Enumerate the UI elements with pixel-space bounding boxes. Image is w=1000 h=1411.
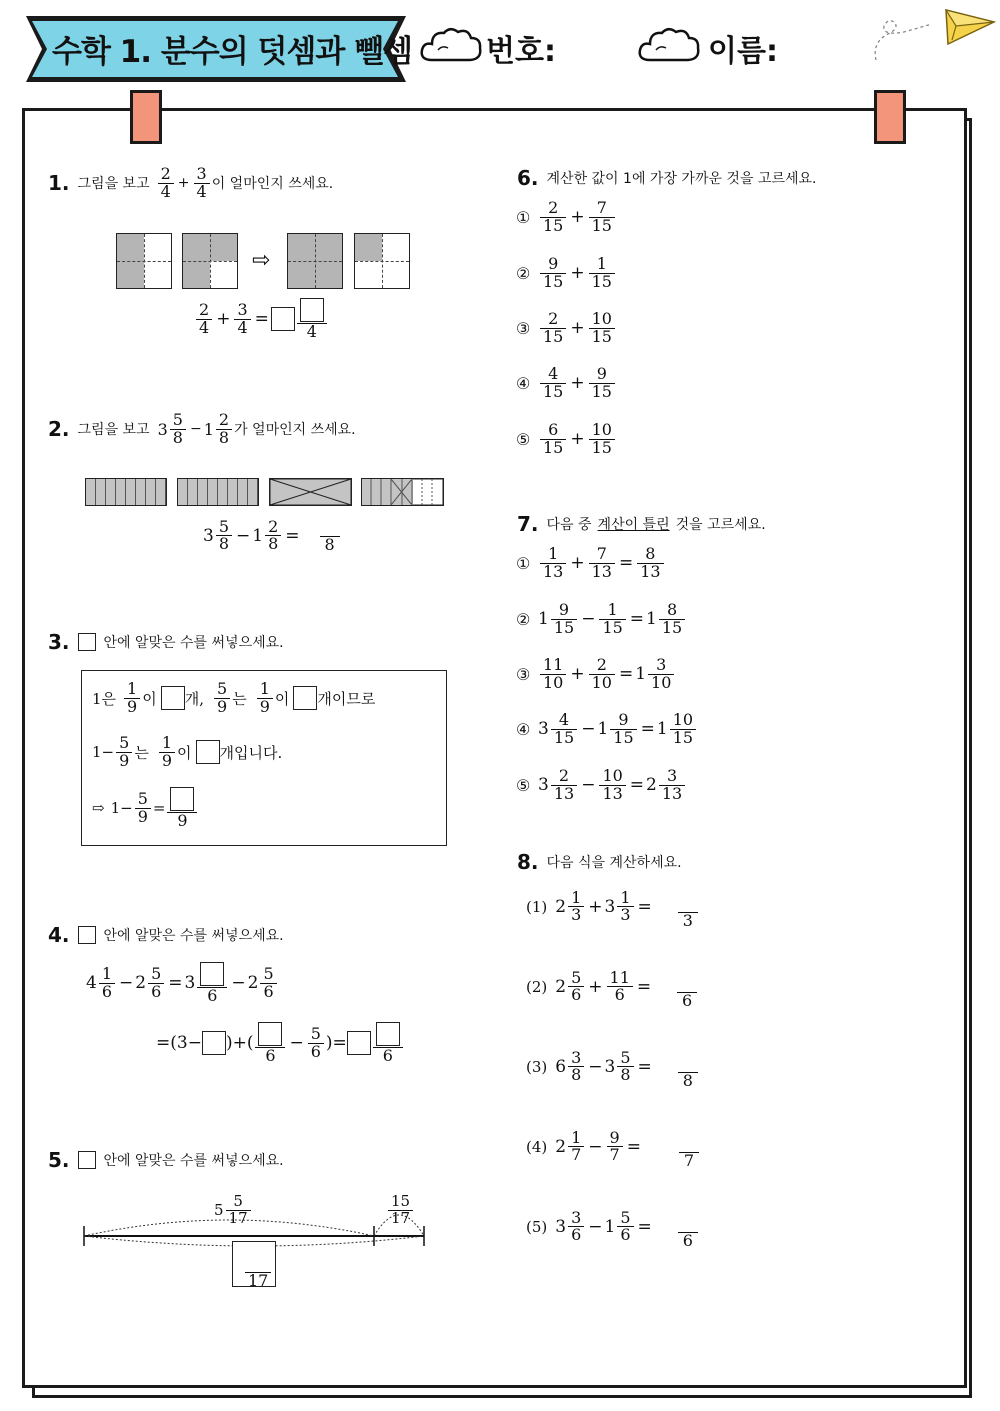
q6-option[interactable]: ② $\frac{9}{15}$ + $\frac{1}{15}$: [516, 256, 617, 291]
q4-line-1: 4 $\frac{1}{6}$ − 2 $\frac{5}{6}$ = 3 6 − 2 $\frac{5}{6}$: [86, 962, 279, 1005]
q3-line-2: 1− $\frac{5}{9}$ 는 $\frac{1}{9}$ 이 개입니다.: [92, 733, 283, 770]
question-2: 2. 그림을 보고 3 $\frac{5}{8}$ − 1 $\frac{2}{8}$ 가 얼마인지 쓰세요.: [48, 410, 356, 447]
q4-line-2: =(3− )+( 6 − $\frac{5}{6}$ )= 6: [156, 1022, 405, 1065]
q1-equation: $\frac{2}{4}$ + $\frac{3}{4}$ = 4: [194, 298, 329, 341]
answer-box[interactable]: [200, 962, 224, 986]
answer-box[interactable]: [258, 1022, 282, 1046]
tape-left: [130, 90, 162, 144]
q6-option[interactable]: ④ $\frac{4}{15}$ + $\frac{9}{15}$: [516, 366, 617, 401]
answer-box[interactable]: [300, 298, 324, 322]
q3-explanation-box: [81, 670, 447, 846]
q3-line-3: ⇨ 1− $\frac{5}{9}$ = 9: [92, 787, 199, 830]
partial-bar: [361, 478, 444, 506]
q8-item[interactable]: (1) 2 $\frac{1}{3}$ + 3 $\frac{1}{3}$ = 3: [526, 884, 700, 930]
answer-box[interactable]: [202, 1031, 226, 1055]
question-6: 6. 계산한 값이 1에 가장 가까운 것을 고르세요.: [517, 166, 817, 190]
question-number: 1.: [48, 171, 70, 196]
q6-option[interactable]: ③ $\frac{2}{15}$ + $\frac{10}{15}$: [516, 311, 617, 346]
q5-top-label: 5 $\frac{5}{17}$: [214, 1194, 253, 1227]
tape-right: [874, 90, 906, 144]
cloud-icon: [636, 24, 702, 68]
q5-right-label: $\frac{15}{17}$: [386, 1194, 415, 1227]
q2-equation: 3 $\frac{5}{8}$ − 1 $\frac{2}{8}$ = 8: [203, 518, 342, 554]
q7-option[interactable]: ③ $\frac{11}{10}$ + $\frac{2}{10}$ = 1 $\frac{3}{10}$: [516, 657, 676, 692]
student-name-label: 이름:: [708, 34, 778, 69]
q7-option[interactable]: ① $\frac{1}{13}$ + $\frac{7}{13}$ = $\frac{8}{13}$: [516, 546, 666, 581]
crossed-bar: [269, 478, 352, 506]
answer-box[interactable]: [293, 686, 317, 710]
question-1: 1. 그림을 보고 $\frac{2}{4}$ + $\frac{3}{4}$ 이 얼마인지 쓰세요.: [48, 164, 334, 201]
box-symbol: [78, 633, 96, 651]
q7-options: [516, 546, 736, 826]
q7-option[interactable]: ④ 3 $\frac{4}{15}$ − 1 $\frac{9}{15}$ = 1 $\frac{10}{15}$: [516, 712, 698, 747]
question-4: 4. 안에 알맞은 수를 써넣으세요.: [48, 923, 284, 947]
q8-item[interactable]: (2) 2 $\frac{5}{6}$ + $\frac{11}{6}$ = 6: [526, 964, 699, 1010]
student-number-label: 번호:: [486, 34, 556, 69]
arrow-right-icon: ⇨: [252, 248, 271, 273]
answer-box[interactable]: [196, 740, 220, 764]
answer-box[interactable]: [170, 787, 194, 811]
question-3: 3. 안에 알맞은 수를 써넣으세요.: [48, 630, 284, 654]
q6-option[interactable]: ① $\frac{2}{15}$ + $\frac{7}{15}$: [516, 200, 617, 235]
question-8: 8. 다음 식을 계산하세요.: [517, 850, 682, 874]
q8-item[interactable]: (4) 2 $\frac{1}{7}$ − $\frac{9}{7}$ = 7: [526, 1124, 701, 1170]
box-symbol: [78, 926, 96, 944]
q3-line-1: 1은 $\frac{1}{9}$ 이 개, $\frac{5}{9}$ 는 $\frac{1}{9}$ 이 개이므로: [92, 679, 376, 716]
q6-options: [516, 200, 716, 480]
paper-plane-icon: [870, 2, 998, 64]
q8-items: [526, 884, 726, 1264]
q7-option[interactable]: ② 1 $\frac{9}{15}$ − $\frac{1}{15}$ = 1 $\frac{8}{15}$: [516, 602, 687, 637]
answer-box[interactable]: 17: [232, 1241, 276, 1287]
box-symbol: [78, 1151, 96, 1169]
answer-box[interactable]: [376, 1022, 400, 1046]
question-5: 5. 안에 알맞은 수를 써넣으세요.: [48, 1148, 284, 1172]
q6-option[interactable]: ⑤ $\frac{6}{15}$ + $\frac{10}{15}$: [516, 422, 617, 457]
answer-box[interactable]: [347, 1031, 371, 1055]
answer-box[interactable]: [271, 307, 295, 331]
question-7: 7. 다음 중 계산이 틀린 것을 고르세요.: [517, 512, 766, 536]
page-title: 수학 1. 분수의 덧셈과 뺄셈: [52, 34, 412, 70]
answer-box[interactable]: [161, 686, 185, 710]
q8-item[interactable]: (3) 6 $\frac{3}{8}$ − 3 $\frac{5}{8}$ = 8: [526, 1044, 700, 1090]
cloud-icon: [418, 24, 484, 68]
arrow-right-icon: ⇨: [92, 799, 105, 818]
q7-option[interactable]: ⑤ 3 $\frac{2}{13}$ − $\frac{10}{13}$ = 2 $\frac{3}{13}$: [516, 768, 687, 803]
q8-item[interactable]: (5) 3 $\frac{3}{6}$ − 1 $\frac{5}{6}$ = 6: [526, 1204, 700, 1250]
